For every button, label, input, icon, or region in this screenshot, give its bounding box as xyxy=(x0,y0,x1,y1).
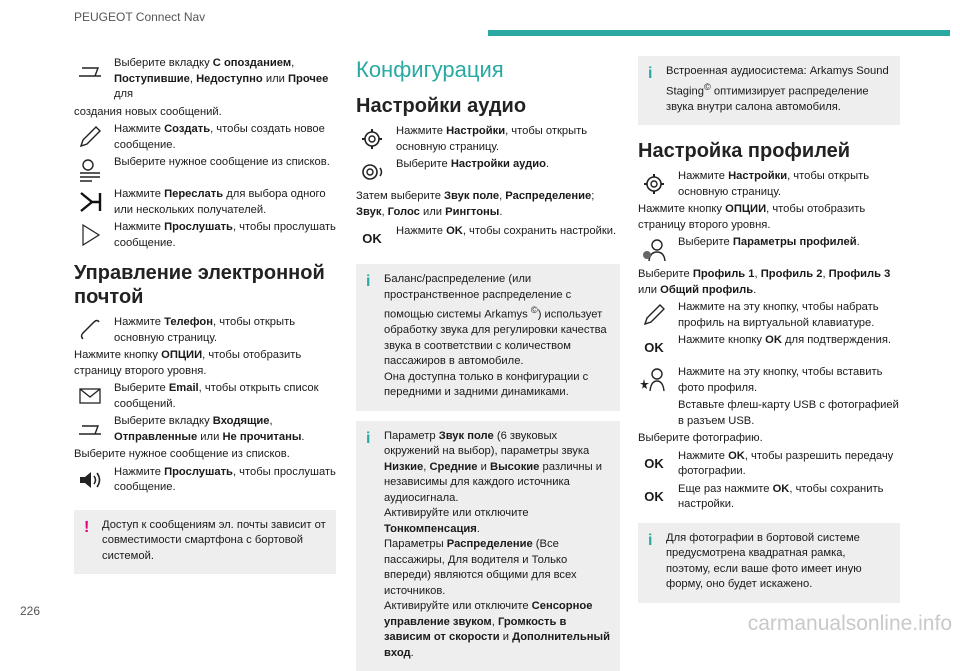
instruction-row xyxy=(638,365,900,396)
instruction-text: Выберите Настройки аудио. xyxy=(396,158,550,170)
ok-icon: OK xyxy=(362,231,382,247)
instruction-row xyxy=(638,300,900,331)
instruction-text: Нажмите Прослушать, чтобы прослушать сообщение. xyxy=(114,221,336,249)
warning-icon: ! xyxy=(84,518,90,536)
ok-icon: OK xyxy=(644,488,664,504)
instruction-row xyxy=(74,56,336,103)
column-profiles xyxy=(638,56,900,603)
audio-settings-icon xyxy=(356,157,388,187)
instruction-row xyxy=(74,465,336,496)
instruction-paragraph: Нажмите кнопку ОПЦИИ, чтобы отобразить страницу второго уровня. xyxy=(638,203,866,231)
instruction-row xyxy=(74,122,336,153)
audio-options-text: Затем выберите Звук поле, Распределение; Звук, Голос или Рингтоны. xyxy=(356,190,595,218)
instruction-row xyxy=(638,333,900,363)
section-title-configuration: Конфигурация xyxy=(356,57,504,82)
instruction-paragraph: Выберите фотографию. xyxy=(638,432,763,445)
info-note-balance: i Баланс/распределение (или пространственное распределение с помощью системы Arkamys ©) использует обработку звука для регулировки качества звука в соответствии с количеством пассажиров в автомобиле. Она доступна только в конфигурации с передними и задними динамиками. xyxy=(356,264,620,411)
heading-profile-settings: Настройка профилей xyxy=(638,140,851,163)
info-icon: i xyxy=(366,429,371,447)
instruction-text: Выберите Email, чтобы открыть список сообщений. xyxy=(114,382,319,410)
instruction-text: Выберите вкладку Входящие, Отправленные или Не прочитаны. xyxy=(114,415,305,443)
instruction-text: Нажмите OK, чтобы разрешить передачу фотографии. xyxy=(678,449,894,478)
instruction-row xyxy=(638,235,900,265)
info-note-sound-field: i Параметр Звук поле (6 звуковых окружений на выбор), параметры звука Низкие, Средние и Высокие различны и независимы для каждого источника аудиосигнала. Активируйте или отключите Тонкомпенсация. Параметры Распределение (Все пассажиры, Для водителя и Только впереди) являются общими для всех источников. Активируйте или отключите Сенсорное управление звуком, Громкость в зависим от скорости и Дополнительный вход. xyxy=(356,421,620,671)
instruction-text: Нажмите Создать, чтобы создать новое сообщение. xyxy=(114,123,325,151)
instruction-text: Нажмите на эту кнопку, чтобы набрать профиль на виртуальной клавиатуре. xyxy=(678,301,879,329)
info-icon: i xyxy=(648,65,653,82)
instruction-paragraph: Вставьте флеш-карту USB с фотографией в разъем USB. xyxy=(678,399,899,427)
instruction-paragraph: Нажмите кнопку ОПЦИИ, чтобы отобразить страницу второго уровня. xyxy=(74,349,302,377)
instruction-row xyxy=(356,157,620,187)
info-note-arkamys: i Встроенная аудиосистема: Arkamys Sound Staging© оптимизирует распределение звука внутри салона автомобиля. xyxy=(638,56,900,125)
instruction-text: Нажмите Прослушать, чтобы прослушать сообщение. xyxy=(114,465,336,493)
info-note-photo: i Для фотографии в бортовой системе предусмотрена квадратная рамка, поэтому, если ваше фото имеет иную форму, оно будет искажено. xyxy=(638,523,900,603)
pencil-icon xyxy=(74,122,106,152)
page-number: 226 xyxy=(20,604,41,618)
ok-icon: OK xyxy=(644,455,664,471)
instruction-row xyxy=(638,482,900,513)
info-icon: i xyxy=(366,273,371,290)
instruction-paragraph: Выберите Профиль 1, Профиль 2, Профиль 3 или Общий профиль. xyxy=(638,268,891,296)
column-messages xyxy=(74,56,336,574)
play-icon xyxy=(74,220,106,250)
header-accent-line xyxy=(488,30,950,36)
instruction-text: Нажмите на эту кнопку, чтобы вставить фото профиля. xyxy=(678,366,883,394)
instruction-text: Еще раз нажмите OK, чтобы сохранить настройки. xyxy=(678,482,884,511)
pencil-icon xyxy=(638,300,670,330)
ok-icon: OK xyxy=(644,340,664,356)
info-icon: i xyxy=(648,531,653,549)
tab-icon xyxy=(74,56,106,86)
instruction-row xyxy=(638,169,900,200)
column-audio-settings xyxy=(356,56,620,671)
ok-row: OK Нажмите OK, чтобы сохранить настройки. xyxy=(356,224,620,254)
settings-icon xyxy=(638,169,670,199)
instruction-row xyxy=(74,414,336,445)
profile-photo-icon xyxy=(638,365,670,395)
instruction-paragraph: создания новых сообщений. xyxy=(74,105,222,118)
instruction-text: Выберите нужное сообщение из списков. xyxy=(114,156,330,168)
speaker-icon xyxy=(74,465,106,495)
instruction-row xyxy=(74,381,336,412)
instruction-row xyxy=(638,449,900,480)
heading-email-management: Управление электронной почтой xyxy=(74,262,325,308)
instruction-row xyxy=(74,220,336,251)
instruction-text: Нажмите кнопку OK для подтверждения. xyxy=(678,334,892,347)
instruction-text: Нажмите Переслать для выбора одного или нескольких получателей. xyxy=(114,188,326,216)
watermark: carmanualsonline.info xyxy=(747,612,952,635)
message-list-icon xyxy=(74,155,106,185)
instruction-text: Выберите Параметры профилей. xyxy=(678,236,860,249)
instruction-text: Нажмите Настройки, чтобы открыть основную страницу. xyxy=(396,125,588,153)
header-title: PEUGEOT Connect Nav xyxy=(74,10,206,24)
phone-icon xyxy=(74,315,106,345)
instruction-row xyxy=(356,124,620,155)
warning-note-email: ! Доступ к сообщениям эл. почты зависит от совместимости смартфона с бортовой системой. xyxy=(74,510,336,575)
instruction-text: Нажмите Телефон, чтобы открыть основную страницу. xyxy=(114,316,296,344)
instruction-text: Нажмите Настройки, чтобы открыть основную страницу. xyxy=(678,170,870,198)
forward-icon xyxy=(74,187,106,217)
tab-icon xyxy=(74,414,106,444)
settings-icon xyxy=(356,124,388,154)
heading-audio-settings: Настройки аудио xyxy=(356,95,527,117)
profile-settings-icon xyxy=(638,235,670,265)
instruction-paragraph: Выберите нужное сообщение из списков. xyxy=(74,448,290,460)
email-icon xyxy=(74,381,106,411)
instruction-row xyxy=(74,315,336,346)
instruction-row xyxy=(74,155,336,185)
instruction-text: Выберите вкладку С опозданием, Поступившие, Недоступно или Прочее для xyxy=(114,57,329,100)
instruction-row xyxy=(74,187,336,218)
